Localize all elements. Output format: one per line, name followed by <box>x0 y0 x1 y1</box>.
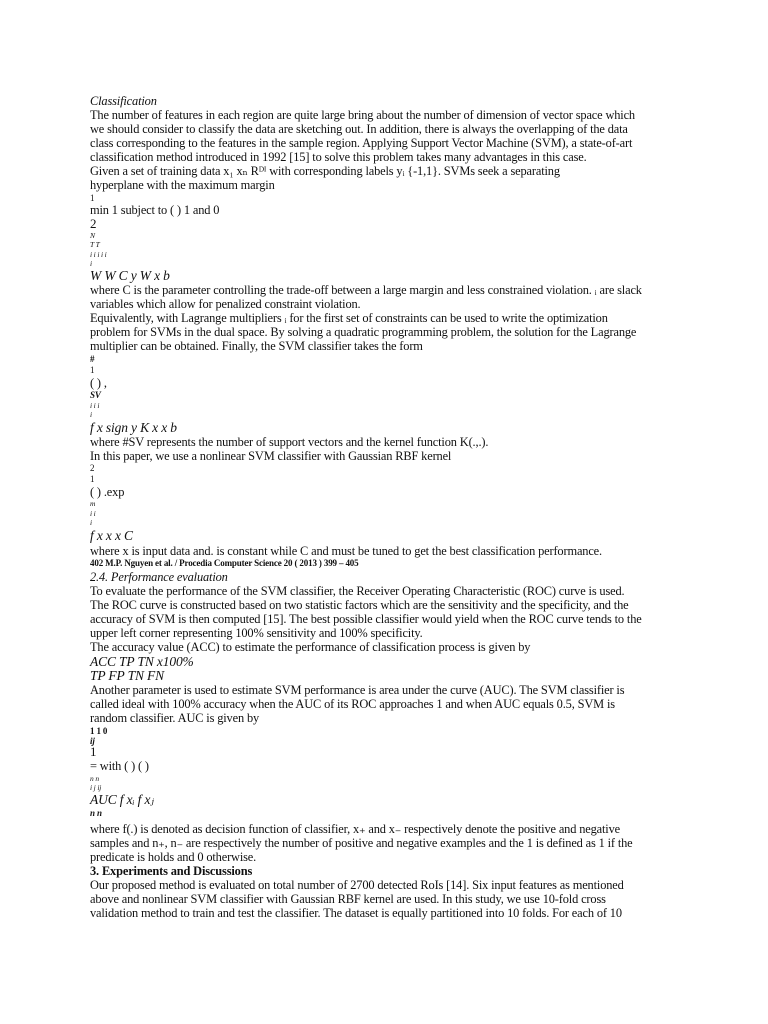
equation-fragment: n n <box>90 808 102 818</box>
equation-fragment: i j ij <box>90 783 102 792</box>
paragraph-line: The number of features in each region are quite large bring about the number of dimension of vector space which <box>90 108 635 122</box>
paragraph-line: To evaluate the performance of the SVM classifier, the Receiver Operating Characteristic (ROC) curve is used. <box>90 584 625 598</box>
paragraph-line: class corresponding to the features in the sample region. Applying Support Vector Machine (SVM), a state-of-art <box>90 136 633 150</box>
equation-fragment: N <box>90 231 95 240</box>
equation-line: W W C y W x b <box>90 268 170 283</box>
section-heading: 3. Experiments and Discussions <box>90 864 253 878</box>
equation-line: AUC f xᵢ f xⱼ <box>90 792 154 807</box>
paragraph-line: Our proposed method is evaluated on total number of 2700 detected RoIs [14]. Six input features as mentioned <box>90 878 624 892</box>
paragraph-line: where f(.) is denoted as decision function of classifier, x₊ and x₋ respectively denote the positive and negative <box>90 822 620 836</box>
paragraph-line: multiplier can be obtained. Finally, the SVM classifier takes the form <box>90 339 423 353</box>
heading-classification: Classification <box>90 94 157 108</box>
paragraph-line: variables which allow for penalized constraint violation. <box>90 297 361 311</box>
equation-line: TP FP TN FN <box>90 668 164 683</box>
equation-fragment: = with ( ) ( ) <box>90 759 149 773</box>
equation-fragment: 1 <box>90 474 95 484</box>
equation-fragment: 2 <box>90 463 95 473</box>
equation-fragment: min 1 subject to ( ) 1 and 0 <box>90 203 220 217</box>
paragraph-line: above and nonlinear SVM classifier with Gaussian RBF kernel are used. In this study, we use 10-fold cross <box>90 892 606 906</box>
paragraph-line: where #SV represents the number of support vectors and the kernel function K(.,.). <box>90 435 489 449</box>
equation-fragment: n n <box>90 774 99 783</box>
paragraph-line: samples and n₊, n₋ are respectively the number of positive and negative examples and the 1 is defined as 1 if the <box>90 836 633 850</box>
paragraph-line: we should consider to classify the data are sketching out. In addition, there is always the overlapping of the data <box>90 122 628 136</box>
paragraph-line: hyperplane with the maximum margin <box>90 178 275 192</box>
paragraph-line: Equivalently, with Lagrange multipliers ᵢ for the first set of constraints can be used to write the optimization <box>90 311 608 325</box>
equation-fragment: i <box>90 259 92 268</box>
equation-fragment: 1 <box>90 193 95 203</box>
equation-fragment: i <box>90 518 92 527</box>
equation-fragment: ( ) , <box>90 376 107 390</box>
paragraph-line: random classifier. AUC is given by <box>90 711 260 725</box>
page-footer: 402 M.P. Nguyen et al. / Procedia Computer Science 20 ( 2013 ) 399 – 405 <box>90 558 359 568</box>
equation-fragment: m <box>90 499 96 508</box>
equation-fragment: i i i <box>90 401 100 410</box>
paragraph-line: Given a set of training data x₁ xₙ Rᴰᴵ with corresponding labels yᵢ {-1,1}. SVMs seek a separating <box>90 164 560 178</box>
paragraph-line: Another parameter is used to estimate SVM performance is area under the curve (AUC). The SVM classifier is <box>90 683 625 697</box>
equation-fragment: i <box>90 410 92 419</box>
section-heading: 2.4. Performance evaluation <box>90 570 228 584</box>
equation-fragment: i i i i i <box>90 250 107 259</box>
equation-fragment: i i <box>90 509 96 518</box>
equation-line: f x x x C <box>90 528 133 543</box>
equation-fragment: # <box>90 354 95 364</box>
paragraph-line: where x is input data and. is constant while C and must be tuned to get the best classification performance. <box>90 544 602 558</box>
paragraph-line: predicate is holds and 0 otherwise. <box>90 850 257 864</box>
paragraph-line: upper left corner representing 100% sensitivity and 100% specificity. <box>90 626 423 640</box>
equation-fragment: 1 <box>90 365 95 375</box>
equation-fragment: ( ) .exp <box>90 485 125 499</box>
paragraph-line: The accuracy value (ACC) to estimate the performance of classification process is given by <box>90 640 531 654</box>
equation-fragment: 2 <box>90 216 97 231</box>
paragraph-line: In this paper, we use a nonlinear SVM classifier with Gaussian RBF kernel <box>90 449 452 463</box>
paragraph-line: accuracy of SVM is then computed [15]. The best possible classifier would yield when the ROC curve tends to the <box>90 612 642 626</box>
equation-fragment: 1 1 0 <box>90 726 108 736</box>
equation-line: f x sign y K x x b <box>90 420 177 435</box>
equation-fragment: 1 <box>90 744 97 759</box>
equation-fragment: T T <box>90 240 100 249</box>
paragraph-line: where C is the parameter controlling the trade-off between a large margin and less constrained violation. ᵢ are slack <box>90 283 642 297</box>
equation-line: ACC TP TN x100% <box>90 654 194 669</box>
equation-fragment: ij <box>90 736 95 746</box>
equation-fragment: SV <box>90 390 101 400</box>
paragraph-line: problem for SVMs in the dual space. By solving a quadratic programming problem, the solution for the Lagrange <box>90 325 637 339</box>
paragraph-line: validation method to train and test the classifier. The dataset is equally partitioned into 10 folds. For each of 10 <box>90 906 622 920</box>
paragraph-line: classification method introduced in 1992 [15] to solve this problem takes many advantages in this case. <box>90 150 587 164</box>
paragraph-line: called ideal with 100% accuracy when the AUC of its ROC approaches 1 and when AUC equals 0.5, SVM is <box>90 697 615 711</box>
paragraph-line: The ROC curve is constructed based on two statistic factors which are the sensitivity and the specificity, and the <box>90 598 629 612</box>
